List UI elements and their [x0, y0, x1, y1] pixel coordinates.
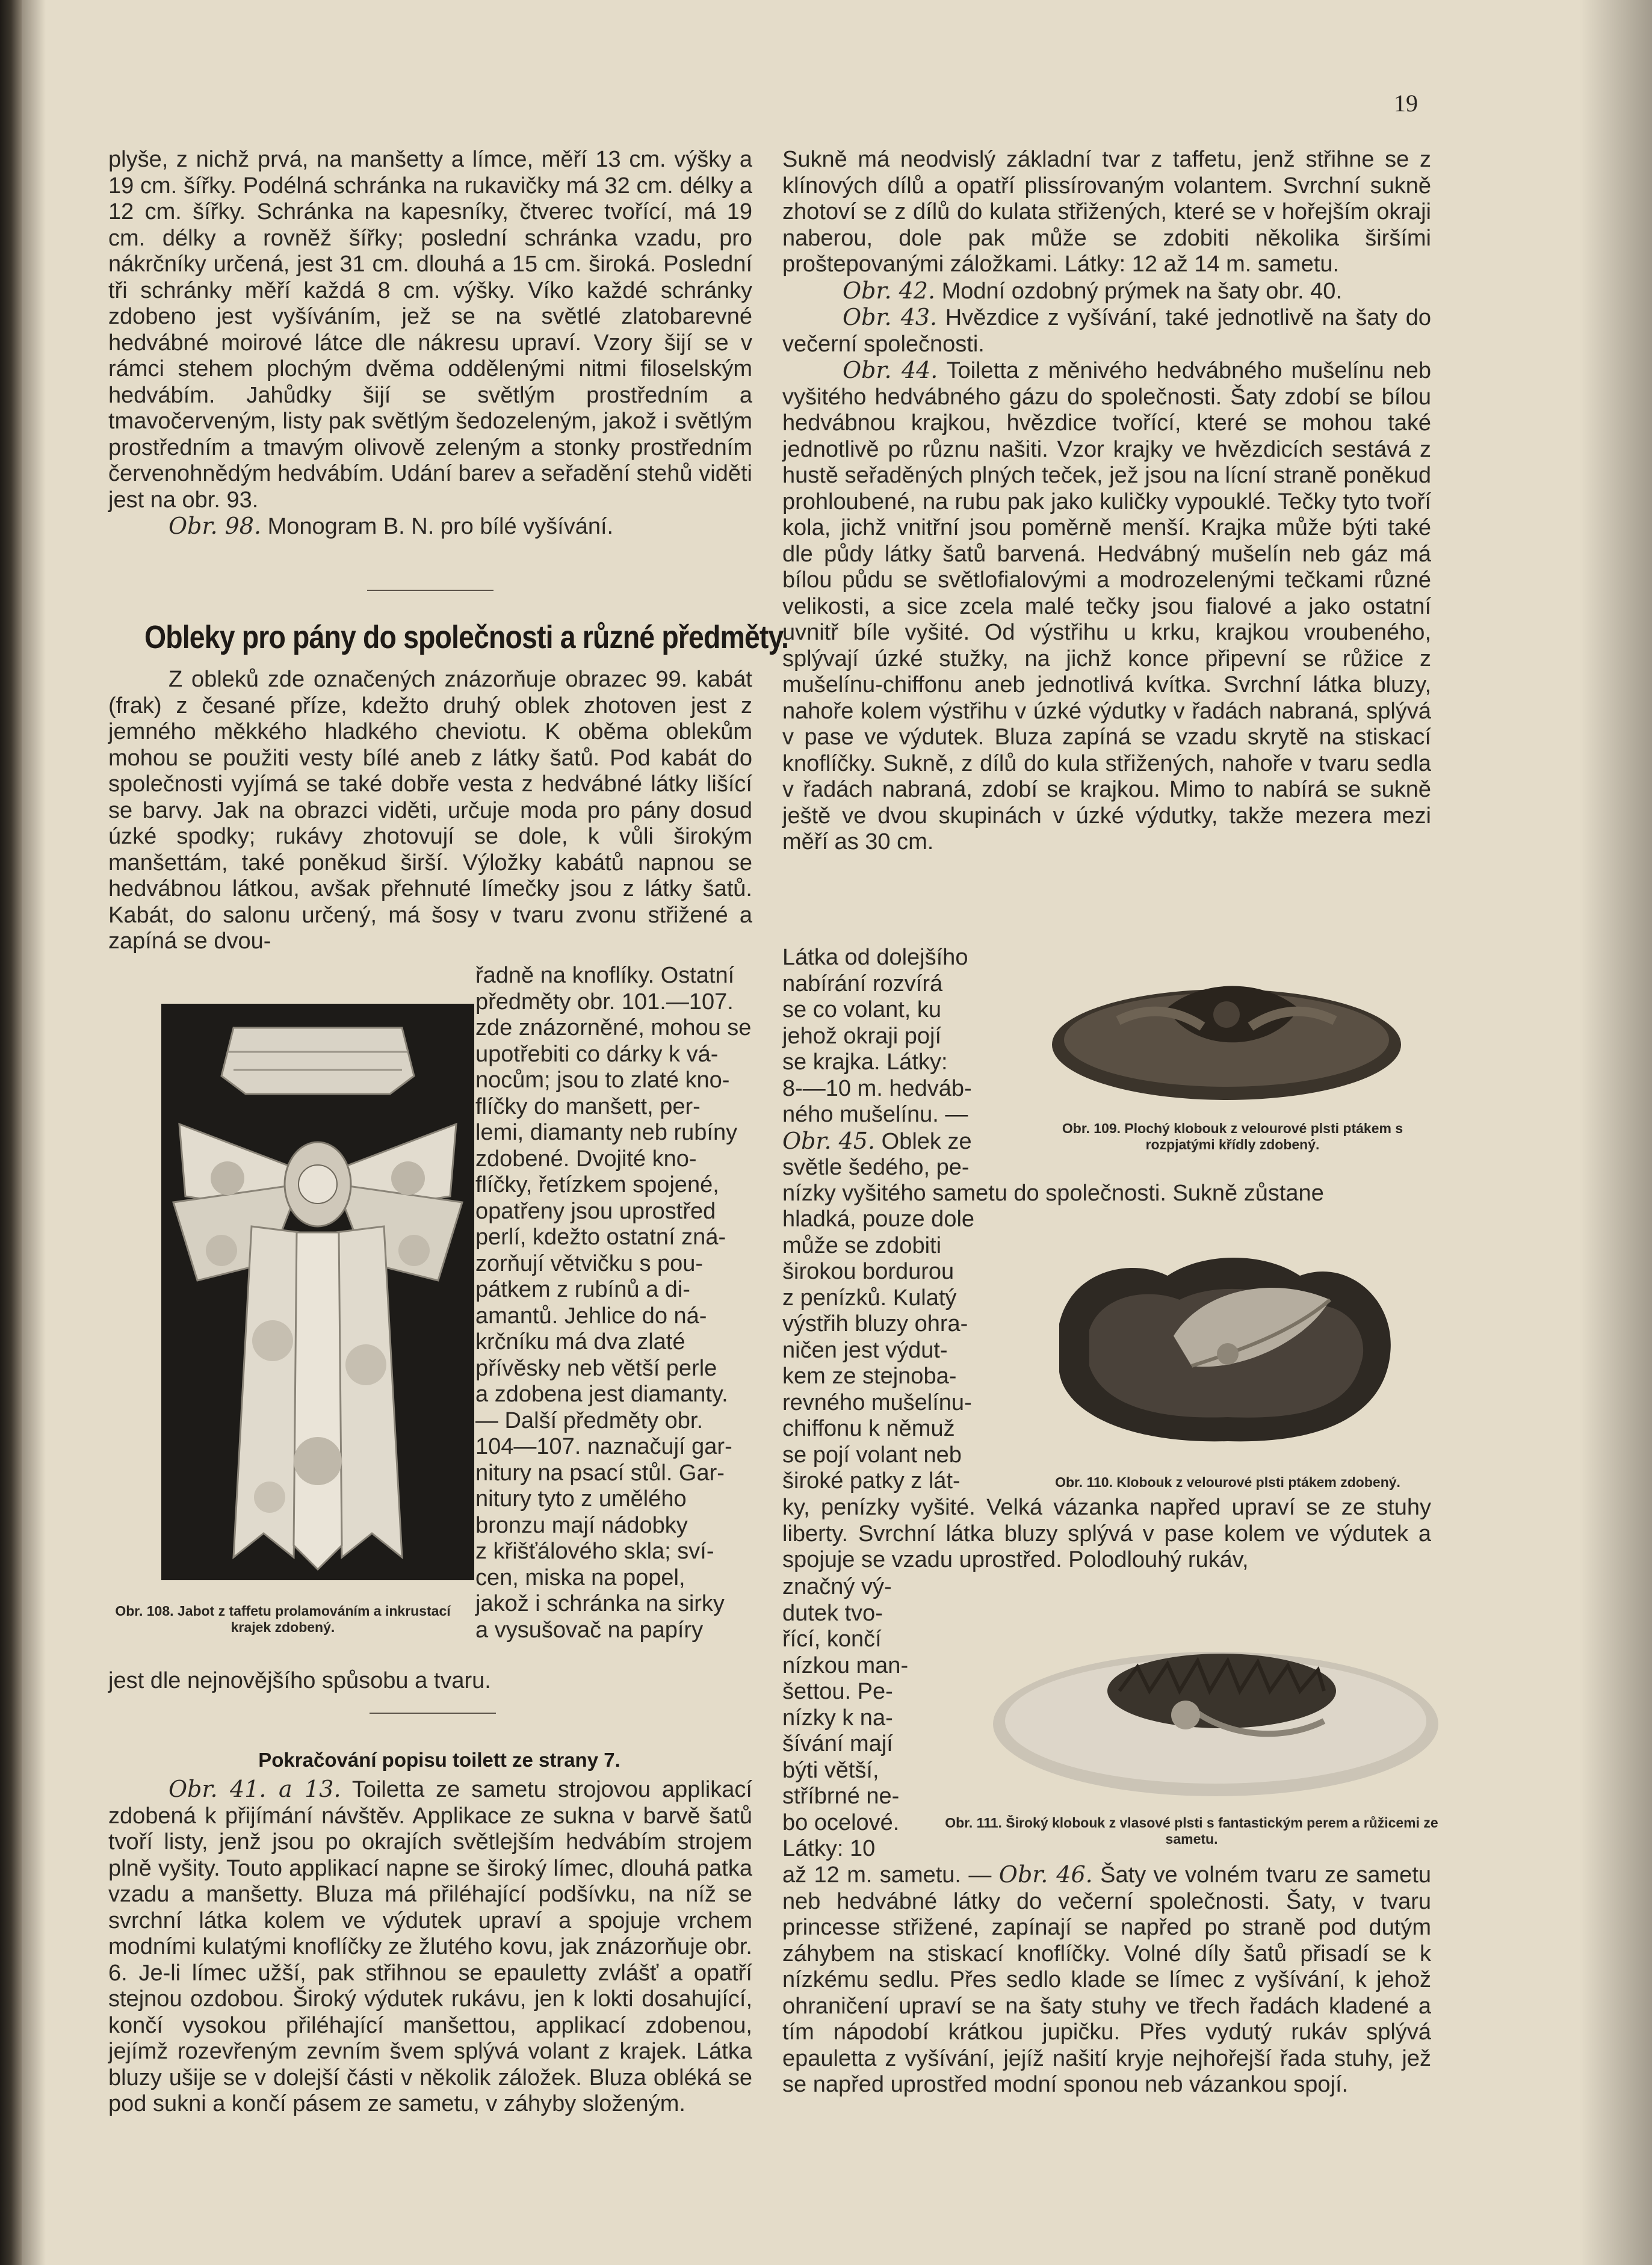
- wrap-line: a vysušovač na papíry: [475, 1617, 704, 1643]
- wrap-line: ničen jest výdut-: [782, 1337, 948, 1363]
- left-wrap-end: [108, 1668, 752, 1695]
- left-column-continuation: [108, 1776, 752, 2118]
- wrap-line: zorňují větvičku s pou-: [475, 1250, 704, 1276]
- wrap-line: jehož okraji pojí: [782, 1023, 942, 1049]
- wrap-line: chiffonu k němuž: [782, 1416, 955, 1441]
- right-paragraph-5: [782, 1862, 1431, 2098]
- left-paragraph-2-text: Monogram B. N. pro bílé vyšívání.: [267, 514, 614, 539]
- wrap-line: zde znázorněné, mohou se: [475, 1015, 752, 1040]
- wrap-line: široké patky z lát-: [782, 1468, 961, 1494]
- right-paragraph-3: [782, 304, 1431, 357]
- page-number: 19: [1394, 90, 1418, 117]
- divider-rule: [367, 590, 493, 591]
- wide-hat-illustration: [987, 1625, 1444, 1805]
- right-wrap-b: [782, 1207, 1011, 1495]
- wrap-line: revného mušelínu-: [782, 1389, 972, 1415]
- wrap-line: zdobené. Dvojité kno-: [475, 1146, 697, 1172]
- left-column-section: [108, 667, 752, 955]
- right-paragraph-full: ky, penízky vyšité. Velká vázanka napřed upraví se ze stuhy liberty. Svrchní látka bluzy splývá v pase kolem ve výdutek a spojuje se vzadu uprostřed. Polodlouhý rukáv,: [782, 1495, 1431, 1572]
- figure-111-photo: [987, 1625, 1444, 1805]
- figure-108-caption: Obr. 108. Jabot z taffetu prolamováním a inkrustací krajek zdobený.: [115, 1603, 451, 1635]
- wrap-line: přívěsky neb větší perle: [475, 1355, 717, 1381]
- right-paragraph-2-text: Modní ozdobný prýmek na šaty obr. 40.: [941, 278, 1342, 304]
- gutter-shadow: [22, 0, 46, 2265]
- left-paragraph-3-end: jest dle nejnovějšího spůsobu a tvaru.: [108, 1668, 491, 1693]
- left-paragraph-1: plyše, z nichž prvá, na manšetty a límce, měří 13 cm. výšky a 19 cm. šířky. Podélná schránka na rukavičky má 32 cm. délky a 12 cm. šířky. Schránka na kapesníky, čtverec tvořící, má 19 cm. délky a rovněž šířky; poslední schránka vzadu, pro nákrčníky určená, jest 31 cm. dlouhá a 15 cm. široká. Poslední tři schránky měří každá 8 cm. výšky. Víko každé schránky zdobeno jest vyšíváním, jež se na světlé zlatobarevné hedvábné moirové látce dle nákresu upraví. Vzory šijí se v rámci stehem plochým dvěma oddělenými nitmi filoselským hedvábím. Jahůdky šijí se světlým prostředním a tmavočerveným, listy pak světlým šedozeleným, jakož i světlým prostředním a tmavým olivově zeleným a stonky prostředním červenohnědým hedvábím. Udání barev a seřadění stehů viděti jest na obr. 93.: [108, 147, 752, 513]
- book-gutter: [0, 0, 22, 2265]
- wrap-line: značný vý-: [782, 1574, 892, 1599]
- right-paragraph-5-start: až 12 m. sametu. —: [782, 1862, 992, 1888]
- right-paragraph-3-text: Hvězdice z vyšívání, také jednotlivě na šaty do večerní společnosti.: [782, 305, 1432, 357]
- wrap-line: opatřeny jsou uprostřed: [475, 1198, 716, 1224]
- right-wrap-c: [782, 1574, 939, 1862]
- wrap-line: býti větší,: [782, 1757, 879, 1783]
- right-wrap-a: [782, 945, 1029, 1181]
- wrap-line: šettou. Pe-: [782, 1679, 893, 1704]
- wrap-line: širokou bordurou: [782, 1259, 954, 1284]
- figure-ref: Obr. 98.: [169, 513, 262, 539]
- wrap-line: perlí, kdežto ostatní zná-: [475, 1225, 726, 1250]
- figure-ref: Obr. 45.: [782, 1127, 876, 1154]
- wrap-line: bronzu mají nádobky: [475, 1512, 688, 1538]
- wrap-line: Látka od dolejšího: [782, 945, 968, 970]
- wrap-line: dutek tvo-: [782, 1600, 883, 1626]
- wrap-line: pátkem z rubínů a di-: [475, 1277, 690, 1302]
- figure-108-photo: [161, 1004, 474, 1580]
- wrap-line: a zdobena jest diamanty.: [475, 1382, 728, 1407]
- left-column: [108, 147, 752, 540]
- right-paragraph-4: [782, 357, 1431, 856]
- right-paragraph-5-text: Šaty ve volném tvaru ze sametu neb hedvábné látky do večerní společnosti. Šaty, v tvaru princesse střižené, zapínají se napřed po straně pod dutým záhybem na stiskací knoflíčky. Volné díly šatů přisadí se k nízkému sedlu. Přes sedlo klade se límec z vyšívání, k jehož ohraničení upraví se na šaty stuhy ve třech řadách kladené a tím nápodobí krátkou jupičku. Přes vydutý rukáv splývá epauletta z vyšívání, jejíž našití kryje nejhořejší řada stuhy, jež se napřed uprostřed modní sponou neb vázankou spojí.: [782, 1862, 1432, 2097]
- divider-rule: [370, 1713, 496, 1714]
- jabot-illustration: [161, 1004, 474, 1580]
- section-heading: Obleky pro pány do společnosti a různé předměty.: [144, 619, 789, 655]
- figure-109-photo: [1046, 966, 1407, 1105]
- wrap-line: světle šedého, pe-: [782, 1155, 970, 1180]
- flat-hat-illustration: [1046, 966, 1407, 1105]
- continuation-heading: Pokračování popisu toilett ze strany 7.: [258, 1749, 620, 1771]
- wrap-line: řící, končí: [782, 1627, 882, 1652]
- wrap-line: flíčky, řetízkem spojené,: [475, 1172, 719, 1197]
- wrap-line: z penízků. Kulatý: [782, 1285, 957, 1311]
- figure-ref: Obr. 41. a 13.: [169, 1776, 341, 1802]
- wrap-line: hladká, pouze dole: [782, 1207, 975, 1232]
- wrap-line: nitury na psací stůl. Gar-: [475, 1460, 725, 1486]
- page-edge-shadow: [1580, 0, 1652, 2265]
- right-column-end: [782, 1862, 1431, 2098]
- wrap-line: nízky k na-: [782, 1705, 893, 1731]
- figure-111-caption: Obr. 111. Široký klobouk z vlasové plsti s fantastickým perem a růžicemi ze sametu.: [945, 1815, 1438, 1847]
- figure-ref: Obr. 46.: [998, 1861, 1093, 1888]
- figure-110-photo: [1047, 1234, 1402, 1456]
- wrap-line: předměty obr. 101.—107.: [475, 989, 734, 1015]
- right-paragraph-1: Sukně má neodvislý základní tvar z taffetu, jenž střihne se z klínových dílů a opatří plissírovaným volantem. Svrchní sukně zhotoví se z dílů do kulata střižených, které se v hořejším okraji naberou, dole pak může se zdobiti několika širšími proštepovanými záložkami. Látky: 12 až 14 m. sametu.: [782, 147, 1431, 277]
- figure-109-caption: Obr. 109. Plochý klobouk z velourové plsti ptákem s rozpjatými křídly zdobený.: [1062, 1120, 1403, 1152]
- wrap-line: amantů. Jehlice do ná-: [475, 1303, 707, 1329]
- velour-hat-illustration: [1047, 1234, 1402, 1456]
- figure-ref: Obr. 42.: [843, 277, 936, 304]
- wrap-line: nabírání rozvírá: [782, 971, 943, 997]
- wrap-line: cen, miska na popel,: [475, 1565, 685, 1590]
- right-full-line-1: [782, 1181, 1431, 1207]
- left-paragraph-4: [108, 1776, 752, 2118]
- wrap-line: se pojí volant neb: [782, 1442, 962, 1468]
- wrap-line: šívání mají: [782, 1731, 893, 1757]
- wrap-line: Látky: 10: [782, 1836, 876, 1861]
- wrap-line: se co volant, ku: [782, 997, 942, 1022]
- wrap-line: z křišťálového skla; sví-: [475, 1539, 714, 1564]
- wrap-line: výstřih bluzy ohra-: [782, 1311, 968, 1336]
- wrap-line: ného mušelínu. —: [782, 1102, 968, 1127]
- wrap-line: lemi, diamanty neb rubíny: [475, 1120, 738, 1145]
- wrap-line: 104—107. naznačují gar-: [475, 1434, 732, 1459]
- left-wrap-text: [475, 963, 752, 1643]
- full-line: nízky vyšitého sametu do společnosti. Sukně zůstane: [782, 1181, 1324, 1206]
- figure-ref: Obr. 44.: [843, 357, 938, 383]
- left-paragraph-4-text: Toiletta ze sametu strojovou applikací zdobená k přijímání návštěv. Applikace ze sukna v barvě šatů tvoří listy, jenž jsou po okrajích světlejším hedvábím strojem plně vyšity. Touto applikací napne se široký límec, dlouhá patka vzadu a manšetty. Bluza má přiléhající podšívku, na níž se svrchní látka kolem ve výdutek upraví a spojuje vrchem modními kulatými knoflíčky ze žlutého kovu, jak znázorňuje obr. 6. Je-li límec užší, pak střihnou se epauletty zvlášť a opatří stejnou ozdobou. Široký výdutek rukávu, jen k lokti dosahující, končí vysokou přiléhající manšettou, applikací zdobenou, jejímž rozevřeným zevním švem splývá volant z krajek. Látka bluzy ušije se v dolejší části v několik záložek. Bluza obléká se pod sukni a končí pásem ze sametu, v záhyby složeným.: [108, 1777, 752, 2116]
- right-full-lines-2: [782, 1495, 1431, 1574]
- wrap-line: upotřebiti co dárky k vá-: [475, 1041, 719, 1067]
- left-paragraph-3: Z obleků zde označených znázorňuje obrazec 99. kabát (frak) z česané příze, kdežto druhý oblek zhotoven jest z jemného měkkého hladkého cheviotu. K oběma oblekům mohou se použiti vesty bílé aneb z látky šatů. Pod kabát do společnosti vyjímá se také dobře vesta z hedvábné látky lišící se barvy. Jak na obrazci viděti, určuje moda pro pány dosud úzké spodky; rukávy zhotovují se dole, k vůli širokým manšettám, také poněkud širší. Výložky kabátů napnou se hedvábnou látkou, avšak přehnuté límečky jsou z látky šatů. Kabát, do salonu určený, má šosy v tvaru zvonu střižené a zapíná se dvou-: [108, 667, 752, 954]
- right-paragraph-2: [782, 278, 1431, 305]
- figure-110-caption: Obr. 110. Klobouk z velourové plsti ptákem zdobený.: [1055, 1474, 1400, 1490]
- wrap-line: 8-—10 m. hedváb-: [782, 1075, 972, 1101]
- wrap-line: nocům; jsou to zlaté kno-: [475, 1068, 730, 1093]
- wrap-line: řadně na knoflíky. Ostatní: [475, 963, 735, 988]
- wrap-line: krčníku má dva zlaté: [475, 1329, 685, 1355]
- wrap-line: může se zdobiti: [782, 1232, 942, 1258]
- wrap-line: — Další předměty obr.: [475, 1408, 704, 1433]
- wrap-line: se krajka. Látky:: [782, 1049, 948, 1075]
- wrap-line: flíčky do manšett, per-: [475, 1093, 701, 1119]
- wrap-line: [782, 1128, 1029, 1155]
- wrap-line-text: Oblek ze: [881, 1128, 972, 1154]
- wrap-line: nízkou man-: [782, 1652, 909, 1678]
- wrap-line: jakož i schránka na sirky: [475, 1591, 725, 1616]
- wrap-line: bo ocelové.: [782, 1809, 900, 1835]
- right-column: [782, 147, 1431, 856]
- left-paragraph-2: [108, 513, 752, 540]
- figure-ref: Obr. 43.: [843, 304, 938, 330]
- wrap-line: stříbrné ne-: [782, 1784, 900, 1809]
- right-paragraph-4-text: Toiletta z měnivého hedvábného mušelínu neb vyšitého hedvábného gázu do společnosti. Šaty zdobí se bílou hedvábnou krajkou, hvězdice tvořící, které se mohou také jednotlivě po různu našiti. Vzor krajky ve hvězdicích sestává z hustě seřaděných plných teček, jež jsou na lícní straně poněkud prohloubené, na rubu pak jako kuličky vypouklé. Tečky tyto tvoří kola, jichž vnitřní jsou poměrně menší. Krajka může býti také dle půdy látky šatů barvená. Hedvábný mušelín neb gáz má bílou půdu se světlofialovými a modrozelenými tečkami různé velikosti, a sice zcela malé tečky jsou fialové a jako ostatní uvnitř bíle vyšité. Od výstřihu u krku, krajkou vroubeného, splývají úzké stužky, na jichž konce připevní se růžice z mušelínu-chiffonu aneb jednotlivá kvítka. Svrchní látka bluzy, nahoře kolem výstřihu v úzké výdutky v řadách nabraná, splývá v pase ve výdutek. Bluza zapíná se vzadu skrytě na stiskací knoflíčky. Sukně, z dílů do kula střižených, nahoře v tvaru sedla v řadách nabraná, zdobí se krajkou. Mimo to nabírá se sukně ještě ve dvou skupinách v úzké výdutky, takže mezera mezi měří as 30 cm.: [782, 358, 1431, 854]
- wrap-line: kem ze stejnoba-: [782, 1364, 957, 1389]
- wrap-line: nitury tyto z umělého: [475, 1486, 687, 1512]
